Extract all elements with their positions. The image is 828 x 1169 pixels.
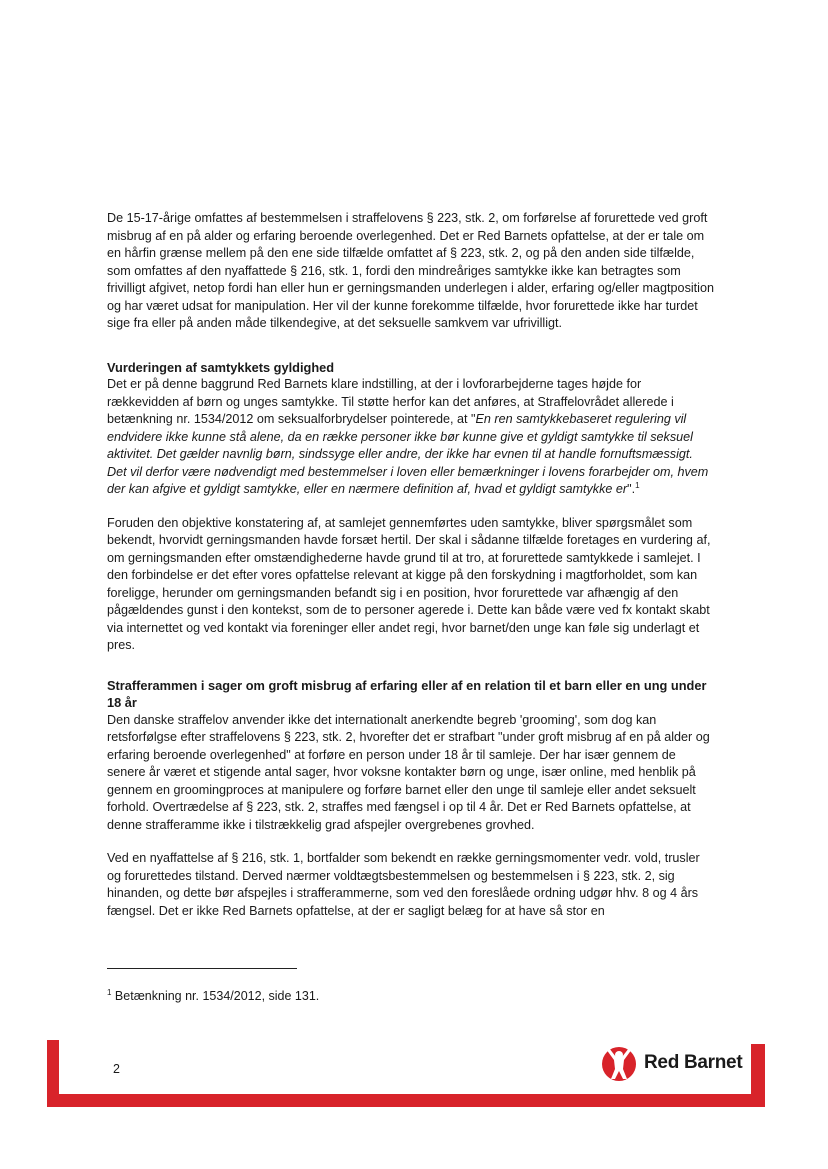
footnote xyxy=(107,985,707,1004)
paragraph-consent-validity xyxy=(107,376,715,499)
red-barnet-child-emblem-icon xyxy=(600,1043,638,1083)
paragraph-intent: Foruden den objektive konstatering af, at samlejet gennemførtes uden samtykke, bliver spørgsmålet som bekendt, hvorvidt gerningsmanden havde forsæt hertil. Der skal i sådanne tilfælde foretages en vurdering af, om gerningsmanden efter omstændighederne havde grund til at tro, at forurettede samtykkede i samlejet. I den forbindelse er det efter vores opfattelse relevant at kigge på den forskydning i magtforholdet, som kan foreligge, herunder om gerningsmanden befandt sig i en position, hvor forurettede var afhængig af den pågældendes gunst i den kontekst, som de to personer agerede i. Dette kan både være ved fx kontakt skabt via internettet og ved kontakt via foreninger eller andet regi, hvor barnet/den unge kan føle sig underlagt et pres. xyxy=(107,515,711,652)
paragraph-grooming: Den danske straffelov anvender ikke det internationalt anerkendte begreb 'grooming', som dog kan retsforfølgse efter straffelovens § 223, stk. 2, hvorefter det er strafbart "under groft misbrug af en på alder og erfaring beroende overlegenhed" at forføre en person under 18 år til samleje. Der har især gennem de senere år været et stigende antal sager, hvor voksne kontakter børn og unge, især online, med henblik på gennem en groomingproces at manipulere og forføre barnet eller den unge til samleje eller andet seksuelt forhold. Overtrædelse af § 223, stk. 2, straffes med fængsel i op til 4 år. Det er Red Barnets opfattelse, at denne strafferamme ikke i tilstrækkelig grad afspejler overgrebenes grovhed. xyxy=(107,712,710,832)
red-barnet-logo xyxy=(600,1043,742,1083)
heading-consent-validity: Vurderingen af samtykkets gyldighed xyxy=(107,359,335,375)
footnote-text: Betænkning nr. 1534/2012, side 131. xyxy=(111,989,320,1004)
page-number: 2 xyxy=(113,1062,120,1076)
logo-text: Red Barnet xyxy=(644,1052,743,1073)
body-text xyxy=(107,210,715,936)
footnote-marker: 1 xyxy=(107,988,112,997)
paragraph-intro: De 15-17-årige omfattes af bestemmelsen i straffelovens § 223, stk. 2, om forførelse af forurettede ved groft misbrug af en på alder og erfaring beroende overlegenhed. Det er Red Barnets opfattelse, at der er tale om en hårfin grænse mellem på den ene side tilfælde omfattet af § 223, stk. 2, og på den anden side tilfælde, som omfattes af den nyaffattede § 216, stk. 1, fordi den mindreåriges samtykke ikke kan betragtes som frivilligt afgivet, netop fordi han eller hun er gerningsmanden underlegen i alder, erfaring og/eller magtposition og har været udsat for manipulation. Her vil der kunne forekomme tilfælde, hvor forurettede ikke har turdet sige fra eller på anden måde tilkendegive, at det seksuelle samkvem var ufrivilligt. xyxy=(107,211,714,330)
paragraph-consent-end: ". xyxy=(627,482,636,496)
heading-penalty-frame: Strafferammen i sager om groft misbrug af erfaring eller af en relation til et barn eller en ung under 18 år xyxy=(107,677,707,710)
footer-frame-bottom xyxy=(47,1094,765,1107)
paragraph-reform: Ved en nyaffattelse af § 216, stk. 1, bortfalder som bekendt en række gerningsmomenter vedr. vold, trusler og forurettedes tilstand. Derved nærmer voldtægtsbestemmelsen og bestemmelsen i § 223, stk. 2, sig hinanden, og dette bør afspejles i strafferammerne, som ved den foreslåede ordning udgør hhv. 8 og 4 års fængsel. Det er ikke Red Barnets opfattelse, at der er sagligt belæg for at have så stor en xyxy=(107,851,700,918)
footer-frame-left xyxy=(47,1040,59,1100)
paragraph-consent-start: Det er på denne baggrund Red Barnets klare indstilling, at der i lovforarbejderne tages højde for rækkevidden af børn og unges samtykke. Til støtte herfor kan det anføres, at Straffelovrådet allerede i betænkning nr. 1534/2012 om seksualforbrydelser pointerede, at " xyxy=(107,377,674,426)
footnote-reference[interactable]: 1 xyxy=(635,480,640,490)
footnote-divider xyxy=(107,968,297,969)
quoted-report-passage: En ren samtykkebaseret regulering vil endvidere ikke kunne stå alene, da en række personer ikke bør kunne give et gyldigt samtykke til seksuel aktivitet. Det gælder navnlig børn, sindssyge eller andre, der ikke har evnen til at handle fornuftsmæssigt. Det vil derfor være nødvendigt med bestemmelser i loven eller bemærkninger i lovens forarbejder om, hvem der kan afgive et gyldigt samtykke, eller en nærmere definition af, hvad et gyldigt samtykke er xyxy=(107,412,709,496)
